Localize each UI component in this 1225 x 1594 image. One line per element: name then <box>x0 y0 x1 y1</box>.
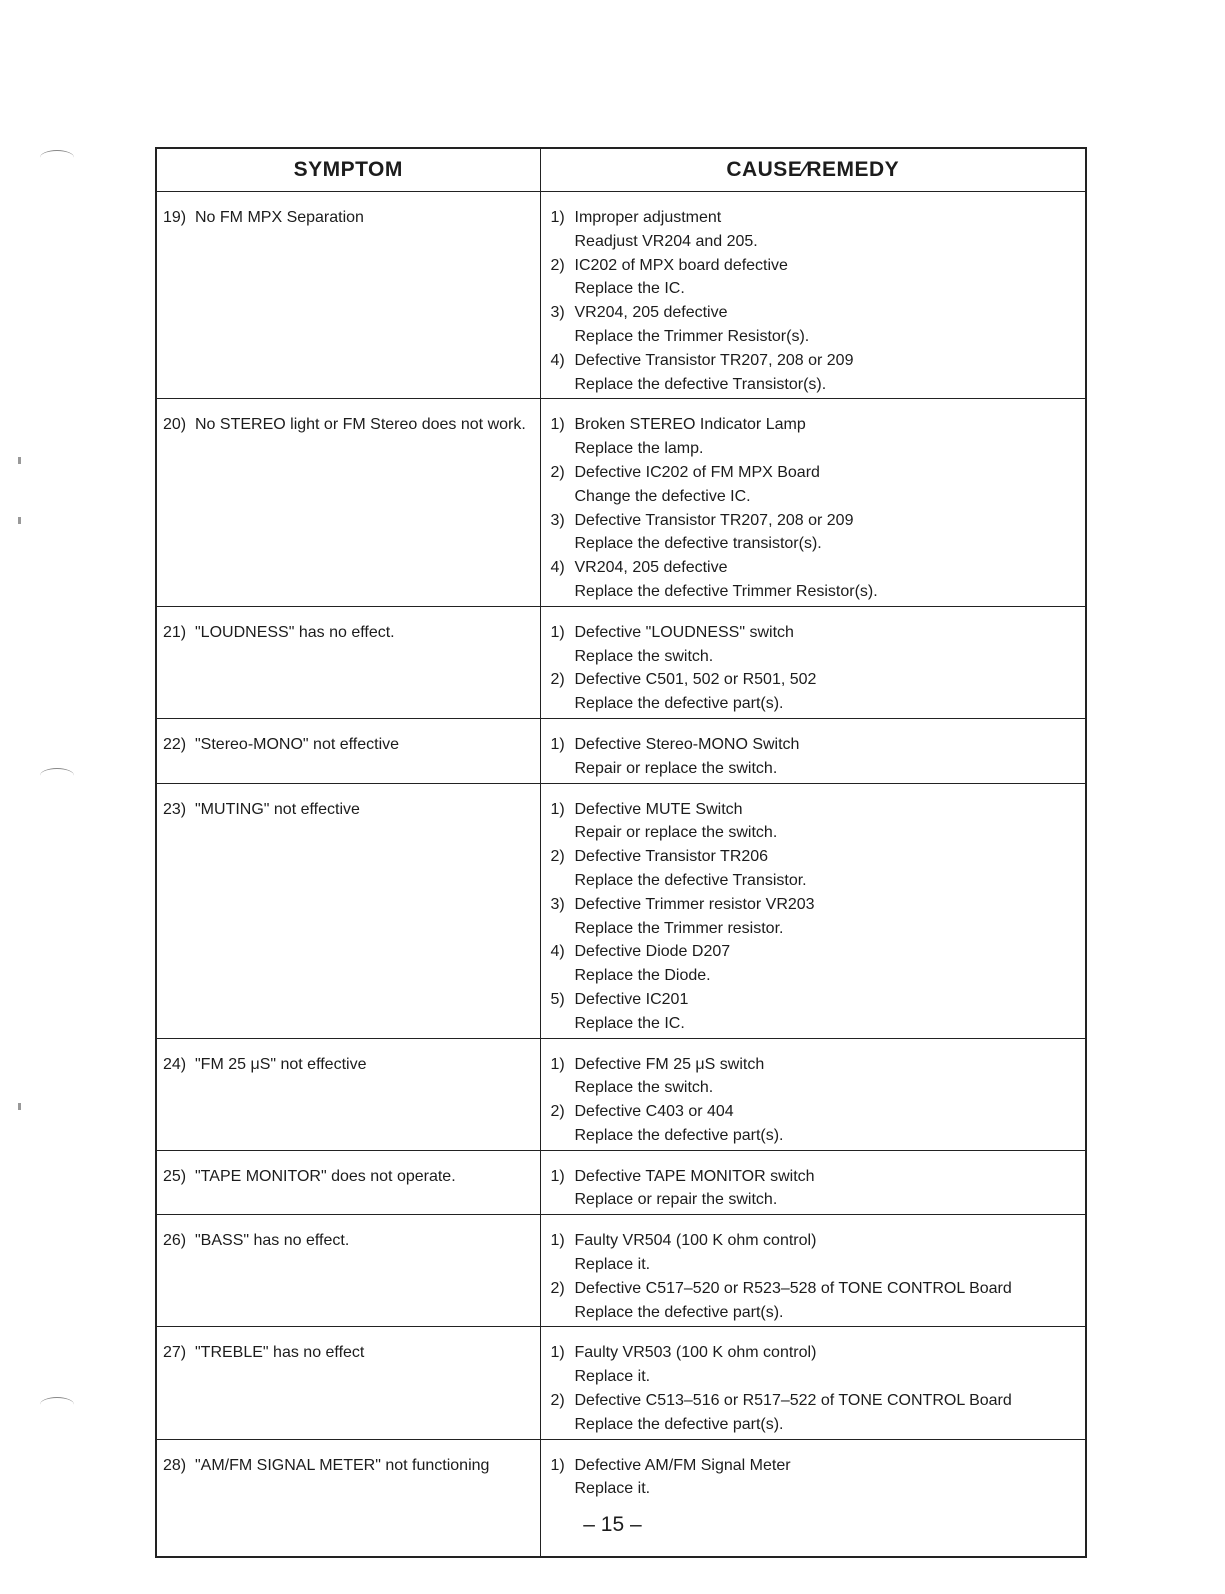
symptom-number: 23) <box>163 800 187 818</box>
cause-text: Defective Stereo-MONO Switch <box>574 735 800 753</box>
remedy-text: Replace it. <box>574 1480 651 1498</box>
remedy-text: Replace the defective part(s). <box>574 1126 784 1144</box>
symptom-cell <box>156 1150 540 1215</box>
remedy-text: Replace the IC. <box>574 280 685 298</box>
symptom-cell <box>156 606 540 718</box>
cause-remedy-cell <box>540 192 1086 399</box>
list-item <box>551 349 1082 397</box>
item-number: 4) <box>550 351 565 369</box>
list-item <box>551 798 1082 846</box>
list-item <box>551 893 1082 941</box>
remedy-text: Replace the switch. <box>574 647 714 665</box>
cause-text: Defective C517–520 or R523–528 of TONE CONTROL Board <box>574 1279 1012 1297</box>
item-number: 1) <box>550 1232 565 1250</box>
list-item <box>551 1229 1082 1277</box>
binder-hole-mark <box>40 150 74 165</box>
item-number: 1) <box>550 1167 565 1185</box>
table-row <box>156 399 1086 606</box>
list-item <box>551 509 1082 557</box>
cause-text: Improper adjustment <box>574 209 722 226</box>
table-header-row <box>156 148 1086 192</box>
symptom-text: "BASS" has no effect. <box>195 1232 350 1250</box>
list-item <box>551 556 1082 604</box>
table-row <box>156 1150 1086 1215</box>
scan-speck <box>18 517 21 524</box>
item-number: 2) <box>550 1279 565 1297</box>
list-item <box>551 1389 1082 1437</box>
remedy-text: Replace the IC. <box>574 1014 685 1032</box>
remedy-text: Replace the defective part(s). <box>574 1303 784 1321</box>
symptom-text: "Stereo-MONO" not effective <box>195 735 400 753</box>
cause-remedy-cell <box>540 399 1086 606</box>
symptom-cell <box>156 1038 540 1150</box>
cause-remedy-cell <box>540 1215 1086 1327</box>
item-number: 2) <box>550 256 565 274</box>
item-number: 1) <box>550 1055 565 1073</box>
symptom-text: "TAPE MONITOR" does not operate. <box>195 1167 456 1185</box>
cause-remedy-header: CAUSE∕REMEDY <box>540 148 1086 192</box>
cause-text: Defective TAPE MONITOR switch <box>574 1167 815 1185</box>
list-item <box>551 301 1082 349</box>
cause-remedy-cell <box>540 1327 1086 1439</box>
remedy-text: Replace the Diode. <box>574 967 711 985</box>
symptom-cell <box>156 1327 540 1439</box>
item-number: 4) <box>550 943 565 961</box>
symptom-number: 19) <box>163 209 187 226</box>
table-row <box>156 192 1086 399</box>
cause-remedy-cell <box>540 718 1086 783</box>
symptom-number: 27) <box>163 1344 187 1362</box>
list-item <box>551 461 1082 509</box>
list-item <box>551 733 1082 781</box>
remedy-text: Replace the defective Trimmer Resistor(s). <box>574 582 878 600</box>
list-item <box>551 668 1082 716</box>
symptom-text: No STEREO light or FM Stereo does not work. <box>195 416 526 434</box>
troubleshooting-table <box>155 147 1087 1558</box>
cause-text: Defective C403 or 404 <box>574 1103 734 1121</box>
cause-text: VR204, 205 defective <box>574 304 728 322</box>
symptom-text: "AM/FM SIGNAL METER" not functioning <box>195 1456 490 1474</box>
table-row <box>156 1038 1086 1150</box>
cause-text: Faulty VR504 (100 K ohm control) <box>574 1232 817 1250</box>
item-number: 3) <box>550 304 565 322</box>
cause-remedy-cell <box>540 1150 1086 1215</box>
item-number: 1) <box>550 1456 565 1474</box>
symptom-number: 20) <box>163 416 187 434</box>
item-number: 1) <box>550 209 565 226</box>
binder-hole-mark <box>40 1397 74 1412</box>
table-row <box>156 1327 1086 1439</box>
scan-speck <box>18 1103 21 1110</box>
remedy-text: Replace the defective Transistor. <box>574 871 807 889</box>
list-item <box>551 845 1082 893</box>
list-item <box>551 206 1082 254</box>
cause-text: Defective C513–516 or R517–522 of TONE CONTROL Board <box>574 1392 1012 1410</box>
list-item <box>551 1454 1082 1502</box>
cause-remedy-cell <box>540 1038 1086 1150</box>
item-number: 2) <box>550 671 565 689</box>
cause-text: Defective IC201 <box>574 990 689 1008</box>
symptom-cell <box>156 1439 540 1557</box>
scan-speck <box>18 457 21 464</box>
list-item <box>551 940 1082 988</box>
cause-text: Defective C501, 502 or R501, 502 <box>574 671 817 689</box>
item-number: 2) <box>550 848 565 866</box>
item-number: 3) <box>550 511 565 529</box>
symptom-text: No FM MPX Separation <box>195 209 364 226</box>
symptom-number: 26) <box>163 1232 187 1250</box>
symptom-cell <box>156 783 540 1038</box>
symptom-cell <box>156 1215 540 1327</box>
cause-text: Defective Transistor TR207, 208 or 209 <box>574 511 854 529</box>
remedy-text: Change the defective IC. <box>574 487 751 505</box>
item-number: 1) <box>550 623 565 641</box>
symptom-number: 28) <box>163 1456 187 1474</box>
remedy-text: Replace the Trimmer resistor. <box>574 919 784 937</box>
cause-text: Defective Trimmer resistor VR203 <box>574 895 815 913</box>
cause-text: Defective MUTE Switch <box>574 800 743 818</box>
remedy-text: Replace the defective transistor(s). <box>574 535 822 553</box>
cause-text: Faulty VR503 (100 K ohm control) <box>574 1344 817 1362</box>
remedy-text: Repair or replace the switch. <box>574 759 778 777</box>
list-item <box>551 621 1082 669</box>
remedy-text: Replace or repair the switch. <box>574 1191 778 1209</box>
cause-text: Defective FM 25 μS switch <box>574 1055 765 1073</box>
item-number: 1) <box>550 416 565 434</box>
table-body <box>156 192 1086 1558</box>
table-row <box>156 1215 1086 1327</box>
symptom-cell <box>156 399 540 606</box>
binder-hole-mark <box>40 768 74 783</box>
cause-text: Defective Diode D207 <box>574 943 731 961</box>
remedy-text: Readjust VR204 and 205. <box>574 232 758 250</box>
item-number: 5) <box>550 990 565 1008</box>
item-number: 3) <box>550 895 565 913</box>
cause-remedy-cell <box>540 1439 1086 1557</box>
table-row <box>156 1439 1086 1557</box>
list-item <box>551 1053 1082 1101</box>
list-item <box>551 1341 1082 1389</box>
symptom-number: 24) <box>163 1055 187 1073</box>
table-row <box>156 718 1086 783</box>
list-item <box>551 254 1082 302</box>
list-item <box>551 1100 1082 1148</box>
symptom-text: "MUTING" not effective <box>195 800 360 818</box>
list-item <box>551 1165 1082 1213</box>
symptom-number: 21) <box>163 623 187 641</box>
remedy-text: Replace it. <box>574 1368 651 1386</box>
list-item <box>551 1277 1082 1325</box>
cause-remedy-cell <box>540 783 1086 1038</box>
table-row <box>156 606 1086 718</box>
cause-text: VR204, 205 defective <box>574 559 728 577</box>
cause-text: Defective IC202 of FM MPX Board <box>574 463 820 481</box>
symptom-cell <box>156 192 540 399</box>
list-item <box>551 988 1082 1036</box>
symptom-header: SYMPTOM <box>156 148 540 192</box>
page-number: – 15 – <box>583 1513 642 1536</box>
item-number: 2) <box>550 1103 565 1121</box>
symptom-text: "TREBLE" has no effect <box>195 1344 365 1362</box>
cause-text: IC202 of MPX board defective <box>574 256 788 274</box>
remedy-text: Replace the switch. <box>574 1079 714 1097</box>
remedy-text: Replace the defective part(s). <box>574 1415 784 1433</box>
item-number: 2) <box>550 1392 565 1410</box>
item-number: 1) <box>550 800 565 818</box>
remedy-text: Replace the lamp. <box>574 440 704 458</box>
remedy-text: Replace it. <box>574 1256 651 1274</box>
symptom-cell <box>156 718 540 783</box>
cause-text: Defective Transistor TR207, 208 or 209 <box>574 351 854 369</box>
remedy-text: Replace the Trimmer Resistor(s). <box>574 327 810 345</box>
symptom-number: 25) <box>163 1167 187 1185</box>
item-number: 1) <box>550 1344 565 1362</box>
symptom-number: 22) <box>163 735 187 753</box>
symptom-text: "FM 25 μS" not effective <box>195 1055 367 1073</box>
cause-remedy-cell <box>540 606 1086 718</box>
cause-text: Defective AM/FM Signal Meter <box>574 1456 791 1474</box>
symptom-text: "LOUDNESS" has no effect. <box>195 623 395 641</box>
remedy-text: Replace the defective Transistor(s). <box>574 375 827 393</box>
list-item <box>551 413 1082 461</box>
item-number: 1) <box>550 735 565 753</box>
cause-text: Broken STEREO Indicator Lamp <box>574 416 806 434</box>
item-number: 2) <box>550 463 565 481</box>
table-row <box>156 783 1086 1038</box>
remedy-text: Replace the defective part(s). <box>574 695 784 713</box>
remedy-text: Repair or replace the switch. <box>574 824 778 842</box>
item-number: 4) <box>550 559 565 577</box>
cause-text: Defective Transistor TR206 <box>574 848 769 866</box>
cause-text: Defective "LOUDNESS" switch <box>574 623 794 641</box>
